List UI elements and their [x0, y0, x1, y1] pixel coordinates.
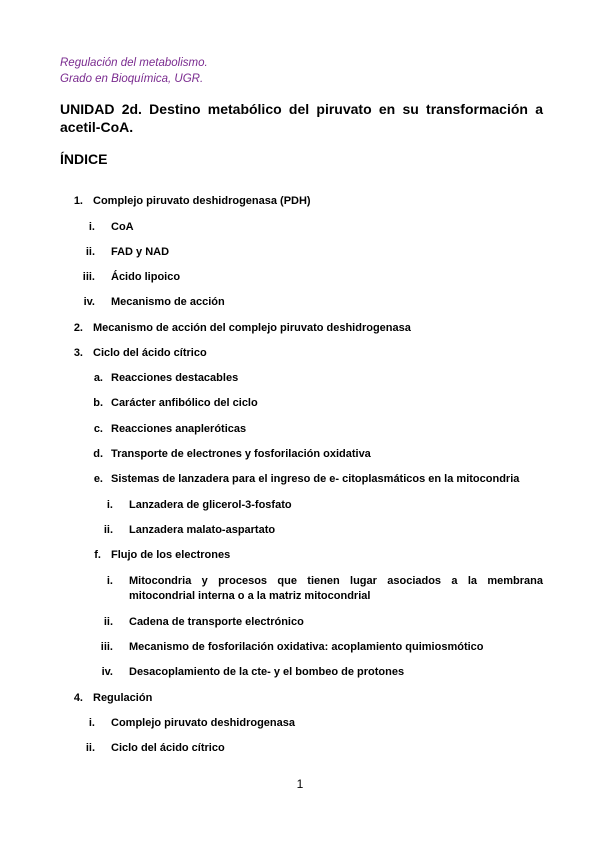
index-title: ÍNDICE [60, 151, 108, 167]
toc-item-text: Lanzadera de glicerol-3-fosfato [129, 499, 292, 511]
toc-item-number: b. [93, 397, 103, 409]
toc-item-number: ii. [85, 246, 95, 258]
toc-item-number: iv. [83, 296, 95, 308]
toc-item-number: ii. [85, 742, 95, 754]
toc-item-number: 1. [73, 195, 83, 207]
toc-item-text: Carácter anfibólico del ciclo [111, 397, 258, 409]
toc-item-text: Desacoplamiento de la cte- y el bombeo de protones [129, 666, 405, 678]
toc-item-text: Mitocondria y procesos que tienen lugar asociados a la membrana mitocondrial interna o a la matriz mitocondrial [129, 575, 543, 602]
toc-item-number: iv. [101, 666, 113, 678]
toc-item-text: Lanzadera malato-aspartato [129, 524, 276, 536]
toc-item-text: Cadena de transporte electrónico [129, 616, 304, 628]
toc-item-number: i. [106, 575, 113, 587]
toc-item-text: Regulación [93, 692, 153, 704]
toc-item-number: 3. [73, 347, 83, 359]
toc-item-number: e. [93, 473, 103, 485]
toc-item-text: Transporte de electrones y fosforilación oxidativa [111, 448, 371, 460]
toc-item-text: Flujo de los electrones [111, 549, 231, 561]
toc-item-text: CoA [111, 221, 134, 233]
page-number: 1 [296, 777, 304, 791]
course-degree: Grado en Bioquímica, UGR. [60, 73, 204, 85]
toc-item-text: Ciclo del ácido cítrico [93, 347, 207, 359]
toc-item-number: iii. [82, 271, 95, 283]
toc-item-number: a. [93, 372, 103, 384]
toc-item-text: Complejo piruvato deshidrogenasa (PDH) [93, 195, 311, 207]
toc-item-text: Ácido lipoico [111, 271, 181, 283]
toc-item-number: i. [88, 221, 95, 233]
toc-item-text: Mecanismo de fosforilación oxidativa: acoplamiento quimiosmótico [129, 641, 484, 653]
toc-item-number: i. [88, 717, 95, 729]
toc-item-number: ii. [103, 616, 113, 628]
toc-item-number: 4. [73, 692, 83, 704]
toc-item-number: i. [106, 499, 113, 511]
toc-item-text: Ciclo del ácido cítrico [111, 742, 225, 754]
toc-item-number: f. [94, 549, 101, 561]
toc-item-number: iii. [100, 641, 113, 653]
course-name: Regulación del metabolismo. [60, 57, 208, 69]
toc-item-text: Complejo piruvato deshidrogenasa [111, 717, 295, 729]
toc-item-text: Sistemas de lanzadera para el ingreso de e- citoplasmáticos en la mitocondria [111, 473, 520, 485]
toc-item-text: Reacciones destacables [111, 372, 239, 384]
toc-item-number: d. [93, 448, 103, 460]
unit-title: UNIDAD 2d. Destino metabólico del piruvato en su transformación a acetil-CoA. [60, 101, 543, 135]
toc-item-text: Reacciones anapleróticas [111, 423, 247, 435]
toc-item-number: 2. [73, 322, 83, 334]
toc-item-text: Mecanismo de acción del complejo piruvato deshidrogenasa [93, 322, 411, 334]
toc-item-number: ii. [103, 524, 113, 536]
toc-item-text: Mecanismo de acción [111, 296, 225, 308]
toc-item-text: FAD y NAD [111, 246, 170, 258]
toc-item-number: c. [93, 423, 103, 435]
